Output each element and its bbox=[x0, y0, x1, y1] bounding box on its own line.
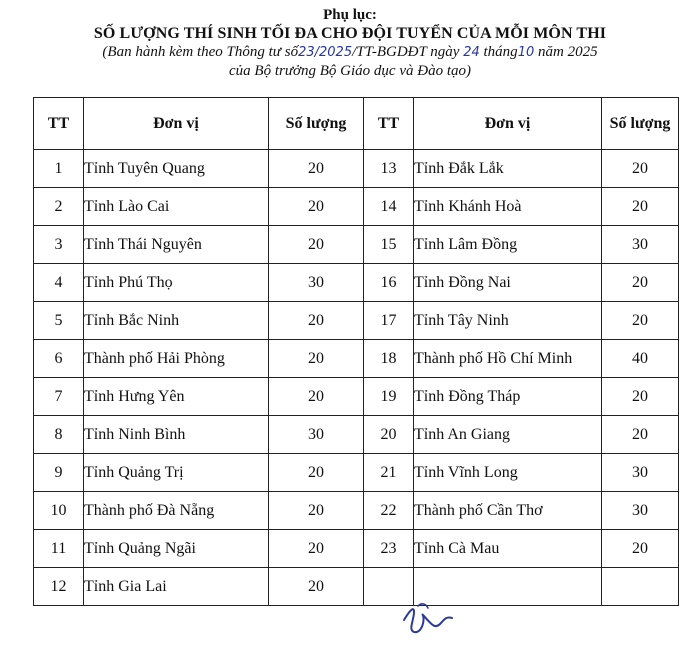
issuance-mid: /TT-BGDĐT ngày bbox=[352, 44, 460, 60]
issuance-prefix: (Ban hành kèm theo Thông tư số bbox=[102, 44, 299, 60]
row-unit: Tỉnh Tuyên Quang bbox=[84, 150, 269, 188]
table-row bbox=[34, 530, 679, 568]
table-row bbox=[34, 454, 679, 492]
row-tt: 22 bbox=[364, 492, 414, 530]
row-tt: 15 bbox=[364, 226, 414, 264]
table-row bbox=[34, 150, 679, 188]
row-tt: 13 bbox=[364, 150, 414, 188]
row-qty: 20 bbox=[269, 492, 364, 530]
table-row bbox=[34, 188, 679, 226]
header-qty-left: Số lượng bbox=[269, 98, 364, 150]
day-handwritten: 24 bbox=[463, 45, 480, 60]
row-unit: Tỉnh Lào Cai bbox=[84, 188, 269, 226]
row-unit: Tỉnh Cà Mau bbox=[414, 530, 602, 568]
header-tt-left: TT bbox=[34, 98, 84, 150]
row-qty: 30 bbox=[602, 226, 679, 264]
row-unit: Tỉnh Lâm Đồng bbox=[414, 226, 602, 264]
row-unit: Thành phố Hồ Chí Minh bbox=[414, 340, 602, 378]
row-unit: Thành phố Cần Thơ bbox=[414, 492, 602, 530]
row-qty: 20 bbox=[602, 150, 679, 188]
row-qty: 30 bbox=[602, 454, 679, 492]
row-unit: Tỉnh Hưng Yên bbox=[84, 378, 269, 416]
row-tt: 14 bbox=[364, 188, 414, 226]
row-unit: Tỉnh Khánh Hoà bbox=[414, 188, 602, 226]
table-row bbox=[34, 568, 679, 606]
row-unit: Tỉnh Gia Lai bbox=[84, 568, 269, 606]
row-qty bbox=[602, 568, 679, 606]
row-qty: 40 bbox=[602, 340, 679, 378]
row-unit: Thành phố Đà Nẵng bbox=[84, 492, 269, 530]
row-tt: 6 bbox=[34, 340, 84, 378]
row-unit: Tỉnh Đắk Lắk bbox=[414, 150, 602, 188]
row-qty: 30 bbox=[269, 264, 364, 302]
row-qty: 20 bbox=[269, 188, 364, 226]
row-unit: Tỉnh Đồng Nai bbox=[414, 264, 602, 302]
issuer-line: của Bộ trưởng Bộ Giáo dục và Đào tạo) bbox=[229, 63, 471, 79]
row-qty: 20 bbox=[269, 454, 364, 492]
row-unit: Tỉnh Thái Nguyên bbox=[84, 226, 269, 264]
row-tt: 4 bbox=[34, 264, 84, 302]
row-tt: 9 bbox=[34, 454, 84, 492]
row-unit: Tỉnh An Giang bbox=[414, 416, 602, 454]
row-tt: 17 bbox=[364, 302, 414, 340]
row-unit: Tỉnh Đồng Tháp bbox=[414, 378, 602, 416]
header-tt-right: TT bbox=[364, 98, 414, 150]
signature-mark bbox=[400, 600, 460, 640]
row-tt: 1 bbox=[34, 150, 84, 188]
table-row bbox=[34, 416, 679, 454]
table-row bbox=[34, 340, 679, 378]
row-unit: Tỉnh Quảng Trị bbox=[84, 454, 269, 492]
row-tt: 18 bbox=[364, 340, 414, 378]
row-tt: 19 bbox=[364, 378, 414, 416]
row-unit: Tỉnh Quảng Ngãi bbox=[84, 530, 269, 568]
row-qty: 20 bbox=[269, 530, 364, 568]
header-unit-right: Đơn vị bbox=[414, 98, 602, 150]
circular-number-handwritten: 23/2025 bbox=[298, 45, 353, 60]
table-row bbox=[34, 226, 679, 264]
table-row bbox=[34, 378, 679, 416]
issuance-line bbox=[0, 43, 700, 62]
header-unit-left: Đơn vị bbox=[84, 98, 269, 150]
row-qty: 30 bbox=[269, 416, 364, 454]
row-qty: 20 bbox=[269, 568, 364, 606]
row-qty: 30 bbox=[602, 492, 679, 530]
row-qty: 20 bbox=[602, 264, 679, 302]
row-tt: 16 bbox=[364, 264, 414, 302]
row-tt: 21 bbox=[364, 454, 414, 492]
row-tt: 23 bbox=[364, 530, 414, 568]
row-tt: 11 bbox=[34, 530, 84, 568]
header-qty-right: Số lượng bbox=[602, 98, 679, 150]
row-tt: 2 bbox=[34, 188, 84, 226]
row-qty: 20 bbox=[269, 302, 364, 340]
row-tt: 3 bbox=[34, 226, 84, 264]
row-tt: 20 bbox=[364, 416, 414, 454]
table-header-row bbox=[34, 98, 679, 150]
row-unit: Tỉnh Ninh Bình bbox=[84, 416, 269, 454]
row-tt: 8 bbox=[34, 416, 84, 454]
table-row bbox=[34, 492, 679, 530]
row-qty: 20 bbox=[269, 226, 364, 264]
row-qty: 20 bbox=[602, 378, 679, 416]
row-qty: 20 bbox=[602, 188, 679, 226]
row-qty: 20 bbox=[602, 416, 679, 454]
table-row bbox=[34, 302, 679, 340]
quota-table bbox=[33, 97, 679, 606]
row-tt: 7 bbox=[34, 378, 84, 416]
row-qty: 20 bbox=[602, 530, 679, 568]
month-word: tháng bbox=[483, 44, 518, 60]
document-title: SỐ LƯỢNG THÍ SINH TỐI ĐA CHO ĐỘI TUYỂN CỦA MỖI MÔN THI bbox=[93, 25, 607, 42]
row-qty: 20 bbox=[602, 302, 679, 340]
month-handwritten: 10 bbox=[517, 45, 535, 60]
row-tt: 5 bbox=[34, 302, 84, 340]
row-qty: 20 bbox=[269, 378, 364, 416]
row-unit: Thành phố Hải Phòng bbox=[84, 340, 269, 378]
year-text: năm 2025 bbox=[537, 44, 598, 60]
appendix-label: Phụ lục: bbox=[323, 7, 377, 23]
row-qty: 20 bbox=[269, 340, 364, 378]
row-unit: Tỉnh Phú Thọ bbox=[84, 264, 269, 302]
document-header bbox=[0, 6, 700, 80]
row-qty: 20 bbox=[269, 150, 364, 188]
table-row bbox=[34, 264, 679, 302]
row-tt: 12 bbox=[34, 568, 84, 606]
row-unit: Tỉnh Tây Ninh bbox=[414, 302, 602, 340]
row-unit: Tỉnh Bắc Ninh bbox=[84, 302, 269, 340]
row-tt: 10 bbox=[34, 492, 84, 530]
row-unit: Tỉnh Vĩnh Long bbox=[414, 454, 602, 492]
